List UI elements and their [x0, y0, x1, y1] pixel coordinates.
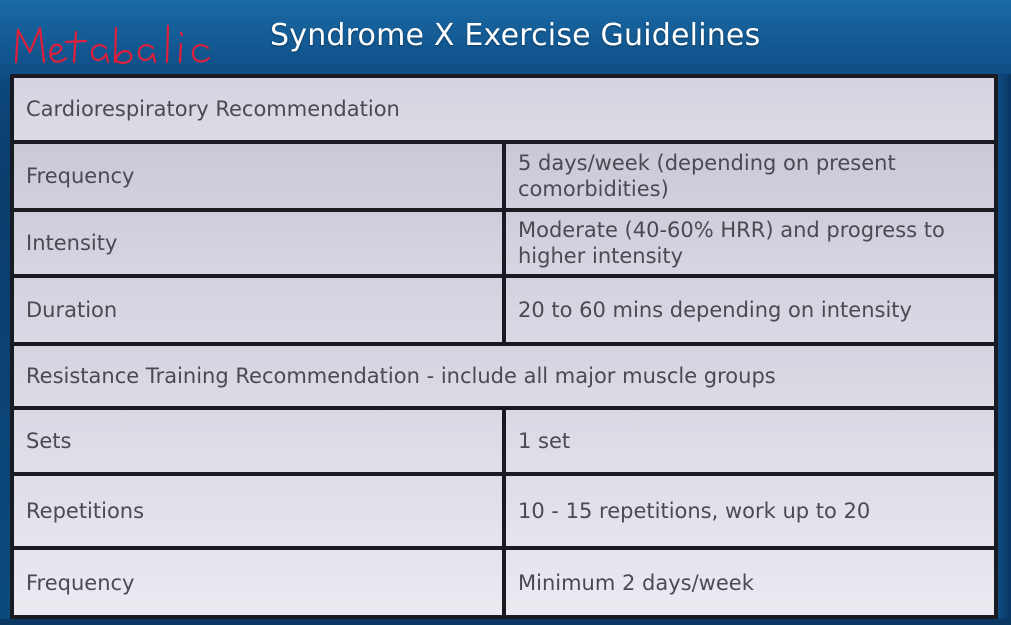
row-value: 20 to 60 mins depending on intensity [506, 278, 994, 342]
slide-bottom-edge [0, 619, 1011, 625]
section-heading: Cardiorespiratory Recommendation [14, 78, 994, 140]
row-label: Repetitions [14, 476, 502, 546]
row-label: Intensity [14, 212, 502, 274]
table-row [14, 212, 994, 274]
row-value: 1 set [506, 410, 994, 472]
slide-right-edge [998, 74, 1011, 625]
section-heading: Resistance Training Recommendation - include all major muscle groups [14, 346, 994, 406]
table-section-row [14, 78, 994, 140]
table-row [14, 144, 994, 208]
row-label: Duration [14, 278, 502, 342]
table-section-row [14, 346, 994, 406]
row-value: Minimum 2 days/week [506, 550, 994, 615]
row-label: Frequency [14, 550, 502, 615]
handwritten-annotation [12, 18, 244, 74]
row-value: 5 days/week (depending on present comorbidities) [506, 144, 994, 208]
table-row [14, 476, 994, 546]
row-label: Sets [14, 410, 502, 472]
table-row [14, 410, 994, 472]
row-value: 10 - 15 repetitions, work up to 20 [506, 476, 994, 546]
row-value: Moderate (40-60% HRR) and progress to higher intensity [506, 212, 994, 274]
row-label: Frequency [14, 144, 502, 208]
slide-title: Syndrome X Exercise Guidelines [270, 18, 761, 53]
table-row [14, 278, 994, 342]
table-row [14, 550, 994, 615]
